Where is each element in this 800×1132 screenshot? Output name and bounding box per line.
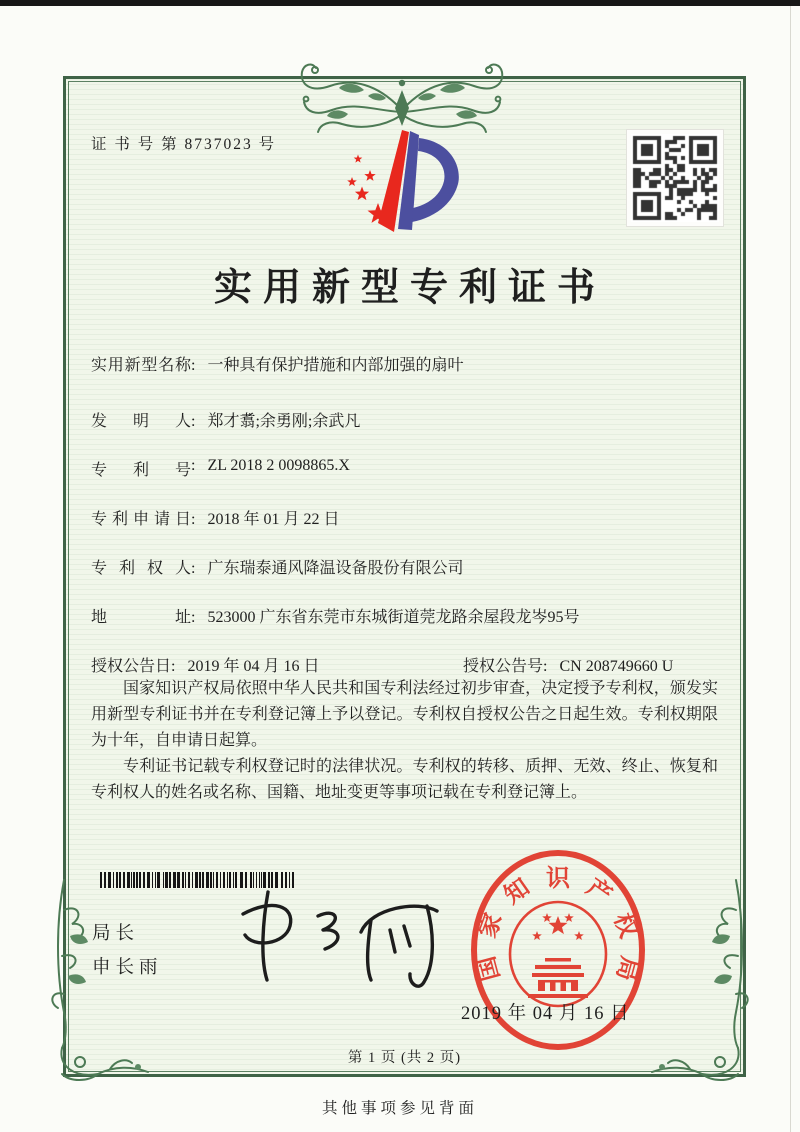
seal-date: 2019 年 04 月 16 日 [461, 1004, 630, 1024]
field-label: 专利权人 [91, 560, 191, 577]
bottom-right-corner-flourish-ornament [645, 876, 760, 1086]
field-value: 523000 广东省东莞市东城街道莞龙路余屋段龙岑95号 [207, 609, 580, 626]
scan-artifact-top [0, 0, 800, 6]
field-value: 2018 年 01 月 22 日 [207, 511, 340, 528]
svg-text:识: 识 [546, 866, 570, 892]
field-value: CN 208749660 U [559, 658, 674, 675]
qr-code [627, 130, 723, 226]
svg-text:权: 权 [608, 909, 642, 942]
commissioner-name: 申长雨 [92, 958, 163, 978]
certificate-content [63, 76, 746, 1077]
legal-paragraph-2: 专利证书记载专利权登记时的法律状况。专利权的转移、质押、无效、终止、恢复和专利权人的姓名或名称、国籍、地址变更等事项记载在专利登记簿上。 [91, 758, 718, 801]
field-label: 实用新型名称 [91, 357, 191, 374]
field-grant-number: 授权公告号: CN 208749660 U [463, 658, 674, 675]
field-label: 授权公告号 [463, 658, 544, 675]
field-label: 专利申请日 [91, 511, 191, 528]
svg-text:国: 国 [473, 953, 506, 984]
field-label: 授权公告日 [91, 658, 172, 675]
field-value: 郑才翥;余勇刚;余武凡 [207, 413, 361, 430]
commissioner-title: 局长 [92, 924, 140, 944]
field-inventors: 发明人: 郑才翥;余勇刚;余武凡 [91, 408, 718, 431]
field-label: 地址 [91, 609, 191, 626]
field-list [91, 352, 718, 702]
svg-text:知: 知 [499, 874, 535, 910]
commissioner-signature [213, 878, 463, 998]
certificate-number: 证 书 号 第 8737023 号 [91, 136, 277, 153]
back-side-note: 其他事项参见背面 [321, 1100, 478, 1117]
top-center-flourish-ornament [252, 50, 552, 142]
field-patent-number: 专利号: ZL 2018 2 0098865.X [91, 457, 350, 479]
logo-blue-bowl [412, 138, 459, 222]
svg-text:局: 局 [610, 953, 643, 984]
field-address: 地址: 523000 广东省东莞市东城街道莞龙路余屋段龙岑95号 [91, 604, 718, 627]
field-label: 专利号 [91, 462, 191, 479]
certificate-title: 实用新型专利证书 [213, 267, 606, 309]
svg-text:产: 产 [581, 874, 617, 910]
field-utility-model-name: 实用新型名称: 一种具有保护措施和内部加强的扇叶 [91, 352, 718, 375]
field-grant-row: 授权公告日: 2019 年 04 月 16 日 授权公告号: CN 208749660 U [91, 653, 718, 676]
field-application-date: 专利申请日: 2018 年 01 月 22 日 [91, 506, 718, 529]
legal-paragraph-1: 国家知识产权局依照中华人民共和国专利法经过初步审查，决定授予专利权，颁发实用新型专利证书并在专利登记簿上予以登记。专利权自授权公告之日起生效。专利权期限为十年，自申请日起算。 [91, 680, 718, 749]
svg-text:家: 家 [474, 909, 508, 942]
field-value: 一种具有保护措施和内部加强的扇叶 [207, 357, 464, 374]
cnipa-logo [340, 126, 470, 236]
legal-paragraphs [91, 676, 718, 806]
page-number: 第 1 页 (共 2 页) [347, 1050, 462, 1066]
field-value: 2019 年 04 月 16 日 [187, 658, 320, 675]
field-value: ZL 2018 2 0098865.X [207, 457, 350, 474]
bottom-left-corner-flourish-ornament [40, 876, 155, 1086]
scan-artifact-right-edge [790, 6, 791, 1132]
field-label: 发明人 [91, 413, 191, 430]
field-patentee: 专利权人: 广东瑞泰通风降温设备股份有限公司 [91, 555, 718, 578]
field-value: 广东瑞泰通风降温设备股份有限公司 [207, 560, 464, 577]
